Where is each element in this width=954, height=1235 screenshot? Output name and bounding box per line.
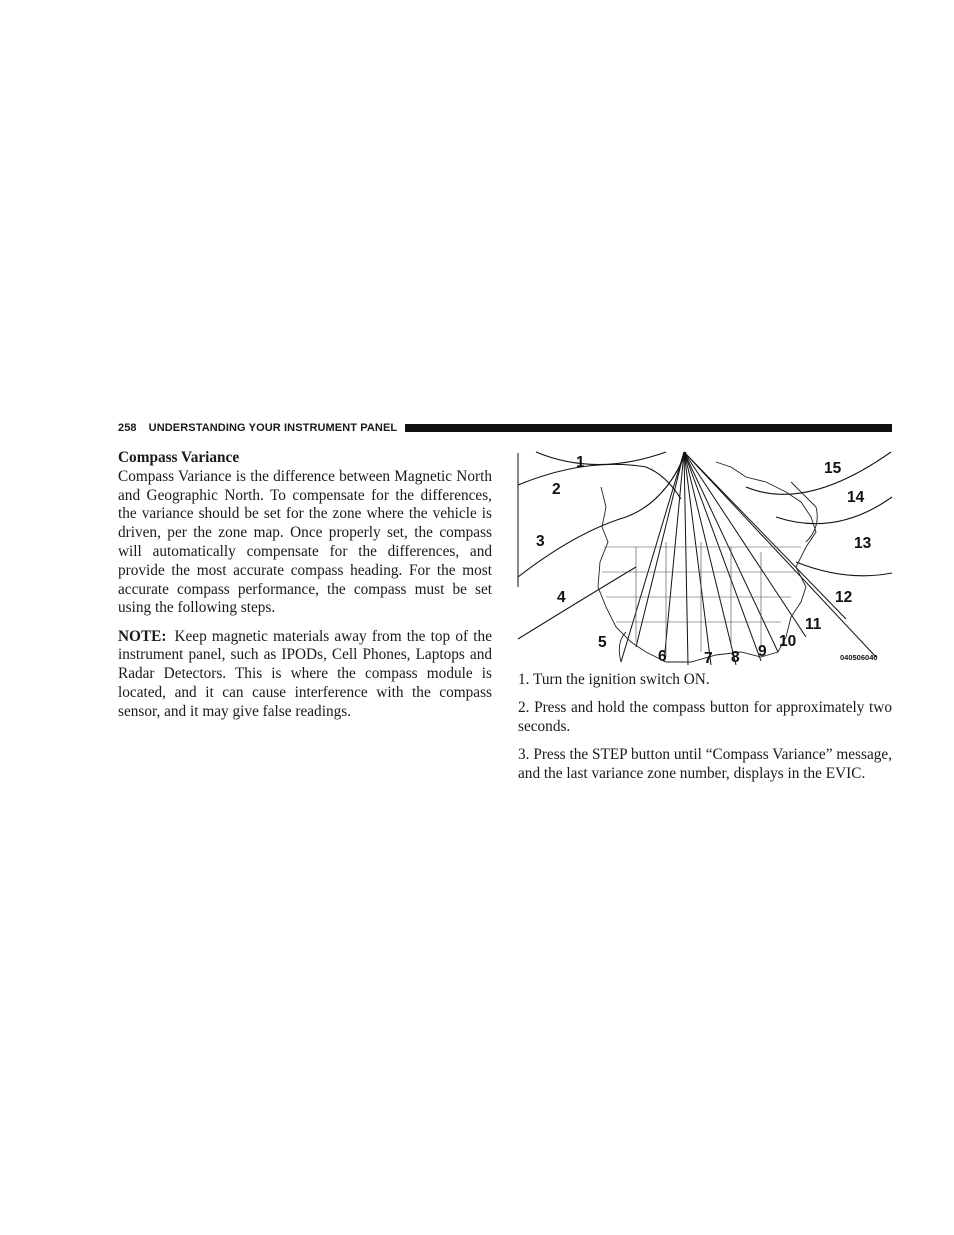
note-label: NOTE: [118, 627, 167, 645]
zone-label: 3 [536, 533, 545, 550]
zone-label: 5 [598, 634, 607, 651]
state-borders [602, 542, 801, 657]
zone-label: 4 [557, 589, 566, 606]
header-rule [405, 424, 892, 432]
zone-label: 14 [847, 489, 865, 506]
image-code: 040506040 [840, 653, 878, 662]
step-2: 2. Press and hold the compass button for approximately two seconds. [518, 699, 892, 736]
note-text: Keep magnetic materials away from the top of the instrument panel, such as IPODs, Cell Phones, Laptops and Radar Detectors. This is where the compass module is located, and it can cause interference with the compass sensor, and it may give false readings. [118, 627, 492, 720]
note-paragraph [118, 628, 492, 722]
page-number: 258 [118, 422, 137, 434]
right-column [518, 671, 892, 793]
zone-label: 9 [758, 643, 767, 660]
compass-zone-map [516, 447, 894, 669]
zone-label: 6 [658, 648, 667, 665]
zone-label: 7 [704, 650, 713, 667]
zone-label: 12 [835, 589, 853, 606]
step-1: 1. Turn the ignition switch ON. [518, 671, 710, 688]
zone-label: 15 [824, 460, 842, 477]
zone-label: 10 [779, 633, 797, 650]
page-header [118, 420, 892, 436]
left-column [118, 449, 492, 731]
zone-label: 13 [854, 535, 872, 552]
zone-label: 8 [731, 649, 740, 666]
intro-paragraph: Compass Variance is the difference between Magnetic North and Geographic North. To compensate for the differences, the variance should be set for the zone where the vehicle is driven, per the zone map. Once properly set, the compass will automatically compensate for the differences, and provide the most accurate compass heading. For the most accurate compass performance, the compass must be set using the following steps. [118, 467, 492, 617]
isogonic-lines [518, 452, 892, 639]
section-title: UNDERSTANDING YOUR INSTRUMENT PANEL [148, 422, 398, 434]
zone-label: 1 [576, 454, 585, 471]
zone-label: 11 [805, 616, 822, 633]
section-heading: Compass Variance [118, 449, 240, 466]
zone-label: 2 [552, 481, 561, 498]
continent-outline [598, 462, 817, 662]
step-3: 3. Press the STEP button until “Compass Variance” message, and the last variance zone number, displays in the EVIC. [518, 746, 892, 783]
zone-lines [621, 452, 876, 665]
